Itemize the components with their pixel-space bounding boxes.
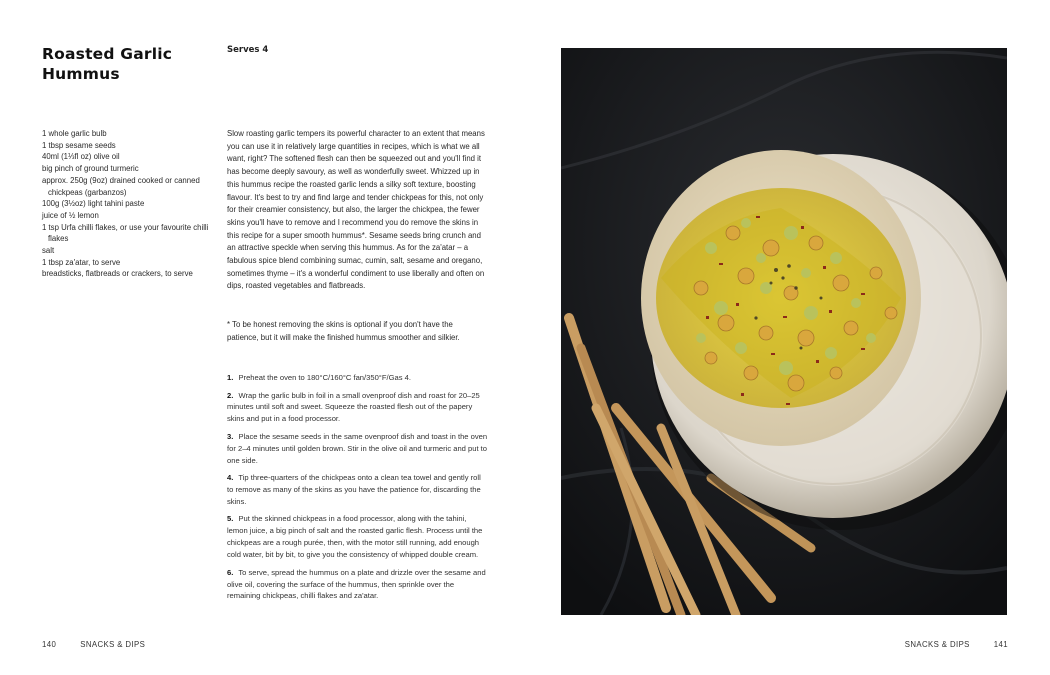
ingredient-item: salt xyxy=(42,246,55,256)
method-step xyxy=(227,372,489,384)
intro-paragraph: Slow roasting garlic tempers its powerful character to an extent that means you can use it in relatively large quantities in recipes, which is what we all want, right? The softened flesh can then be squeezed out and you'll find it has become deeply savoury, as well as wonderfully sweet. Whizzed up in this hummus recipe the roasted garlic lends a silky soft texture, boosting flavour. It's best to try and find large and tender chickpeas for this, not only for their creamier consistency, but also, the larger the chickpea, the fewer skins you'll have to remove and I recommend you do remove the skins in this recipe for a super smooth hummus*. Sesame seeds bring crunch and an attractive speckle when serving this hummus. As for the za'atar – a fabulous spice blend combining sumac, cumin, salt, sesame and oregano, sometimes thyme – it's a wonderful condiment to use liberally and often on dips, roasted vegetables and flatbreads. xyxy=(227,129,485,291)
ingredient-item: approx. 250g (9oz) drained cooked or canned chickpeas (garbanzos) xyxy=(42,175,200,197)
recipe-title-line-2: Hummus xyxy=(42,65,120,83)
section-label-right: SNACKS & DIPS xyxy=(904,640,970,649)
method-step xyxy=(227,513,489,561)
ingredient-item: 1 tbsp za'atar, to serve xyxy=(42,257,121,267)
step-text: Preheat the oven to 180°C/160°C fan/350°F/Gas 4. xyxy=(238,373,411,382)
method-step xyxy=(227,567,489,603)
ingredient-item: breadsticks, flatbreads or crackers, to serve xyxy=(42,269,193,279)
serves-label: Serves 4 xyxy=(227,45,269,55)
recipe-title-line-1: Roasted Garlic xyxy=(42,45,173,63)
method-step xyxy=(227,390,489,426)
ingredient-item: 1 tbsp sesame seeds xyxy=(42,140,116,150)
ingredient-item: 100g (3½oz) light tahini paste xyxy=(42,199,145,209)
ingredients-list xyxy=(42,128,217,280)
ingredient-item: juice of ½ lemon xyxy=(42,210,99,220)
hummus-photo-illustration xyxy=(561,48,1007,615)
ingredient-item: 40ml (1⅓fl oz) olive oil xyxy=(42,152,120,162)
step-number: 6. xyxy=(227,567,234,577)
section-label-left: SNACKS & DIPS xyxy=(80,640,146,649)
method-step xyxy=(227,472,489,508)
step-text: Tip three-quarters of the chickpeas onto a clean tea towel and gently roll to remove as many of the skins as you have the patience for, discarding the skins. xyxy=(227,473,481,506)
ingredient-item: 1 whole garlic bulb xyxy=(42,129,107,138)
method-steps xyxy=(227,372,489,608)
page-number-left: 140 xyxy=(42,640,57,649)
recipe-title xyxy=(42,44,212,84)
step-text: Wrap the garlic bulb in foil in a small ovenproof dish and roast for 20–25 minutes until soft and sweet. Squeeze the roasted flesh out of the papery skins and put in a food processor. xyxy=(227,390,480,424)
step-number: 3. xyxy=(227,431,234,441)
step-text: Put the skinned chickpeas in a food processor, along with the tahini, lemon juice, a big pinch of salt and the roasted garlic flesh. Process until the chickpeas are a rough purée, then, with the motor still running, add enough cold water, bit by bit, to give you the consistency of whipped double cream. xyxy=(227,514,483,560)
footnote-paragraph: * To be honest removing the skins is optional if you don't have the patience, but it will make the finished hummus smoother and silkier. xyxy=(227,320,460,342)
step-number: 4. xyxy=(227,473,234,483)
step-number: 2. xyxy=(227,390,234,400)
hummus-photo xyxy=(561,48,1007,615)
footer-right xyxy=(905,640,1008,649)
step-text: Place the sesame seeds in the same ovenproof dish and toast in the oven for 2–4 minutes until golden brown. Stir in the olive oil and turmeric and put to one side. xyxy=(227,431,488,465)
step-number: 5. xyxy=(227,514,234,524)
ingredient-item: big pinch of ground turmeric xyxy=(42,164,139,174)
step-text: To serve, spread the hummus on a plate and drizzle over the sesame and olive oil, covering the surface of the hummus, then sprinkle over the remaining chickpeas, chilli flakes and za'atar. xyxy=(227,567,486,601)
method-step xyxy=(227,431,489,467)
page-number-right: 141 xyxy=(993,640,1008,649)
ingredient-item: 1 tsp Urfa chilli flakes, or use your favourite chilli flakes xyxy=(42,222,209,244)
footer-left xyxy=(42,640,145,649)
step-number: 1. xyxy=(227,373,234,382)
